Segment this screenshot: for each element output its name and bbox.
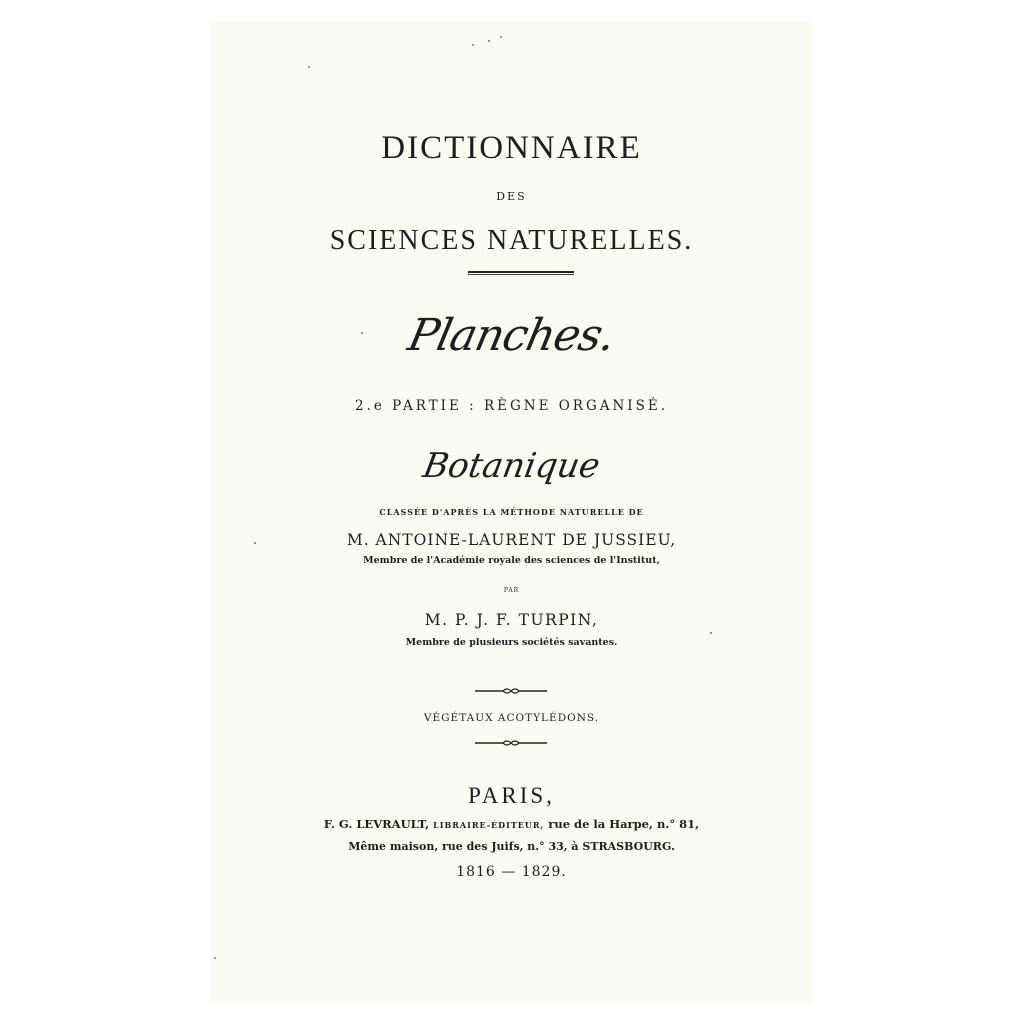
ornament-divider-icon (475, 686, 547, 696)
imprint-address: rue de la Harpe, n.° 81, (548, 817, 700, 831)
print-speck (500, 36, 502, 38)
classification-note: CLASSÉE D'APRÈS LA MÉTHODE NATURELLE DE (379, 507, 644, 517)
title-page (210, 22, 813, 1004)
title-connector: DES (496, 190, 527, 203)
subject-heading: VÉGÉTAUX ACOTYLÉDONS. (423, 712, 600, 724)
author-jussieu-title: Membre de l'Académie royale des sciences de l'Institut, (363, 555, 660, 566)
section-botanique: Botanique (419, 446, 603, 486)
print-speck (254, 542, 256, 544)
author-jussieu: M. ANTOINE-LAURENT DE JUSSIEU, (346, 531, 677, 549)
imprint-branch: Même maison, rue des Juifs, n.° 33, à STRASBOURG. (348, 840, 675, 853)
imprint-years: 1816 — 1829. (456, 864, 567, 880)
ornament-divider-icon (475, 738, 547, 748)
imprint-publisher-line (210, 817, 813, 831)
print-speck (472, 44, 474, 46)
imprint-publisher: F. G. LEVRAULT, (323, 817, 430, 831)
author-turpin-title: Membre de plusieurs sociétés savantes. (405, 637, 618, 648)
print-speck (214, 957, 216, 959)
title-subtitle: SCIENCES NATURELLES. (329, 225, 694, 256)
by-label: PAR (503, 587, 520, 594)
print-speck (308, 66, 310, 68)
imprint-publisher-role: LIBRAIRE-ÉDITEUR, (433, 820, 545, 830)
print-speck (361, 332, 363, 334)
print-speck (488, 40, 490, 42)
print-speck (710, 632, 712, 634)
author-turpin: M. P. J. F. TURPIN, (424, 611, 599, 629)
section-planches: Planches. (403, 310, 620, 361)
title-rule (468, 271, 574, 275)
section-partie: 2.e PARTIE : RÈGNE ORGANISÉ. (354, 398, 669, 414)
imprint-city: PARIS, (468, 783, 555, 808)
title-main: DICTIONNAIRE (381, 130, 642, 166)
